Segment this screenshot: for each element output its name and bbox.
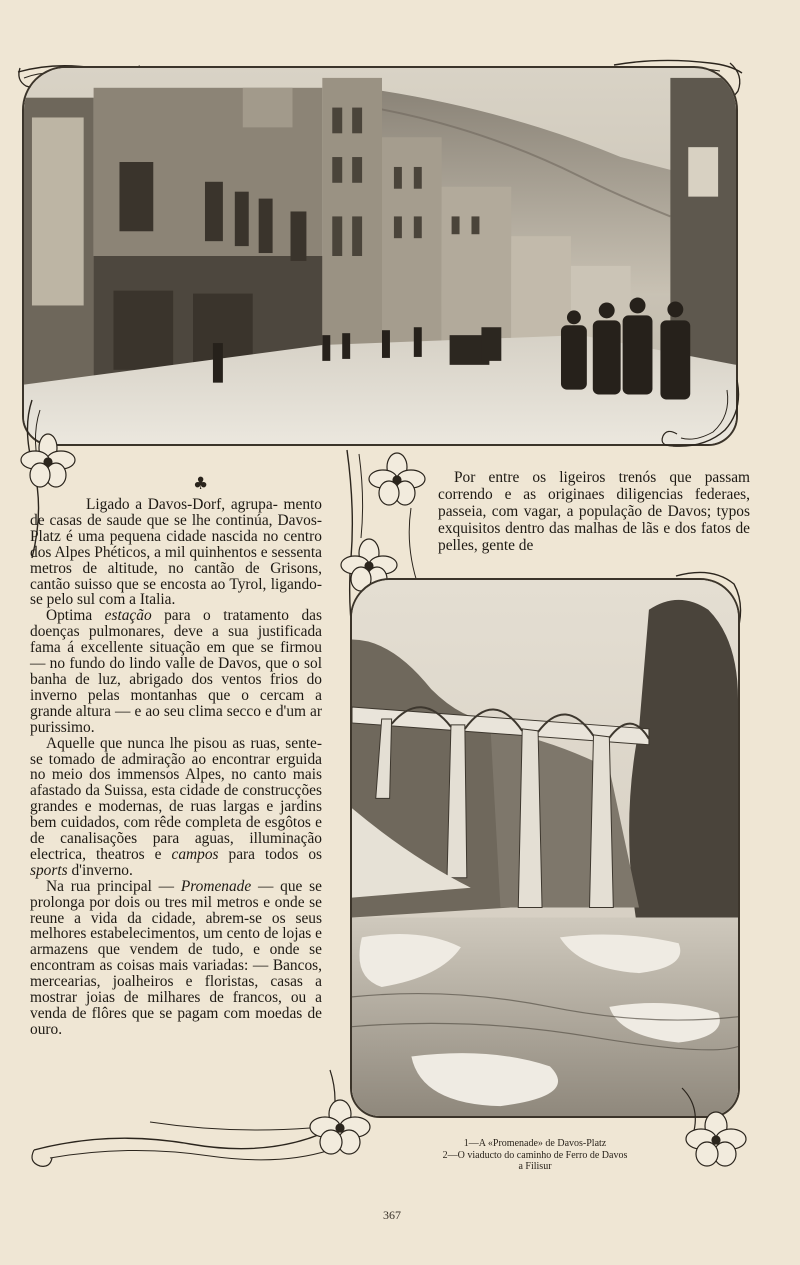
- right-text-column: [438, 469, 750, 554]
- paragraph-1: Ligado a Davos-Dorf, agrupa- mento de casas de saude que se lhe continúa, Davos-Platz é uma pequena cidade nascida no centro dos Alpes Phéticos, a mil quinhentos e sessenta metros de altitude, no cantão de Grisons, cantão suisso que se encosta ao Tyrol, ligando-se pelo sul com a Italia.: [30, 496, 322, 609]
- viaduct-photo: [350, 578, 740, 1118]
- paragraph-2: Optima estação para o tratamento das doenças pulmonares, deve a sua justificada fama á excellente situação em que se firmou — no fundo do lindo valle de Davos, que o sol banha de luz, abrigado dos ventos frios do inverno pelas montanhas que o cercam a grande altura — e ao seu clima secco e d'um ar purissimo.: [30, 607, 322, 736]
- paragraph-3: Aquelle que nunca lhe pisou as ruas, sente-se tomado de admiração ao encontrar erguida no meio dos immensos Alpes, no canto mais afastado da Suissa, esta cidade de construcções grandes e modernas, de ruas largas e jardins bem cuidados, com rêde completa de esgôtos e de canalisações para aguas, illuminação electrica, theatros e campos para todos os sports d'inverno.: [30, 734, 322, 879]
- viaduct-photo-image: [352, 580, 738, 1116]
- photo-captions: [400, 1138, 670, 1173]
- bottom-floral-ornament: [30, 1070, 390, 1180]
- promenade-photo: [22, 66, 738, 446]
- caption-2-continued: a Filisur: [518, 1161, 552, 1172]
- promenade-photo-image: [24, 68, 736, 444]
- bottom-right-floral-ornament: [672, 1088, 752, 1178]
- page-number: 367: [383, 1208, 401, 1222]
- caption-2: 2—O viaducto do caminho de Ferro de Davos: [442, 1149, 628, 1161]
- right-paragraph: Por entre os ligeiros trenós que passam correndo e as originaes diligencias federaes, passeia, com vagar, a população de Davos; typos exquisitos dentro das malhas de lãs e dos fatos de pelles, gente de: [438, 469, 750, 554]
- club-dingbat: ♣: [193, 474, 209, 494]
- right-scroll-ornament: [655, 380, 745, 455]
- paragraph-4: Na rua principal — Promenade — que se prolonga por dois ou tres mil metros e onde se reune a vida da cidade, abrem-se os seus melhores estabelecimentos, um cento de lojas e armazens que vendem de tudo, e onde se encontram as coisas mais variadas: — Bancos, mercearias, joalheiros e floristas, casas a mostrar joias de milhares de francos, ou a venda de flôres que se pagam com moedas de ouro.: [30, 877, 322, 1038]
- caption-1: 1—A «Promenade» de Davos-Platz: [463, 1138, 607, 1149]
- left-text-column: [30, 497, 322, 1038]
